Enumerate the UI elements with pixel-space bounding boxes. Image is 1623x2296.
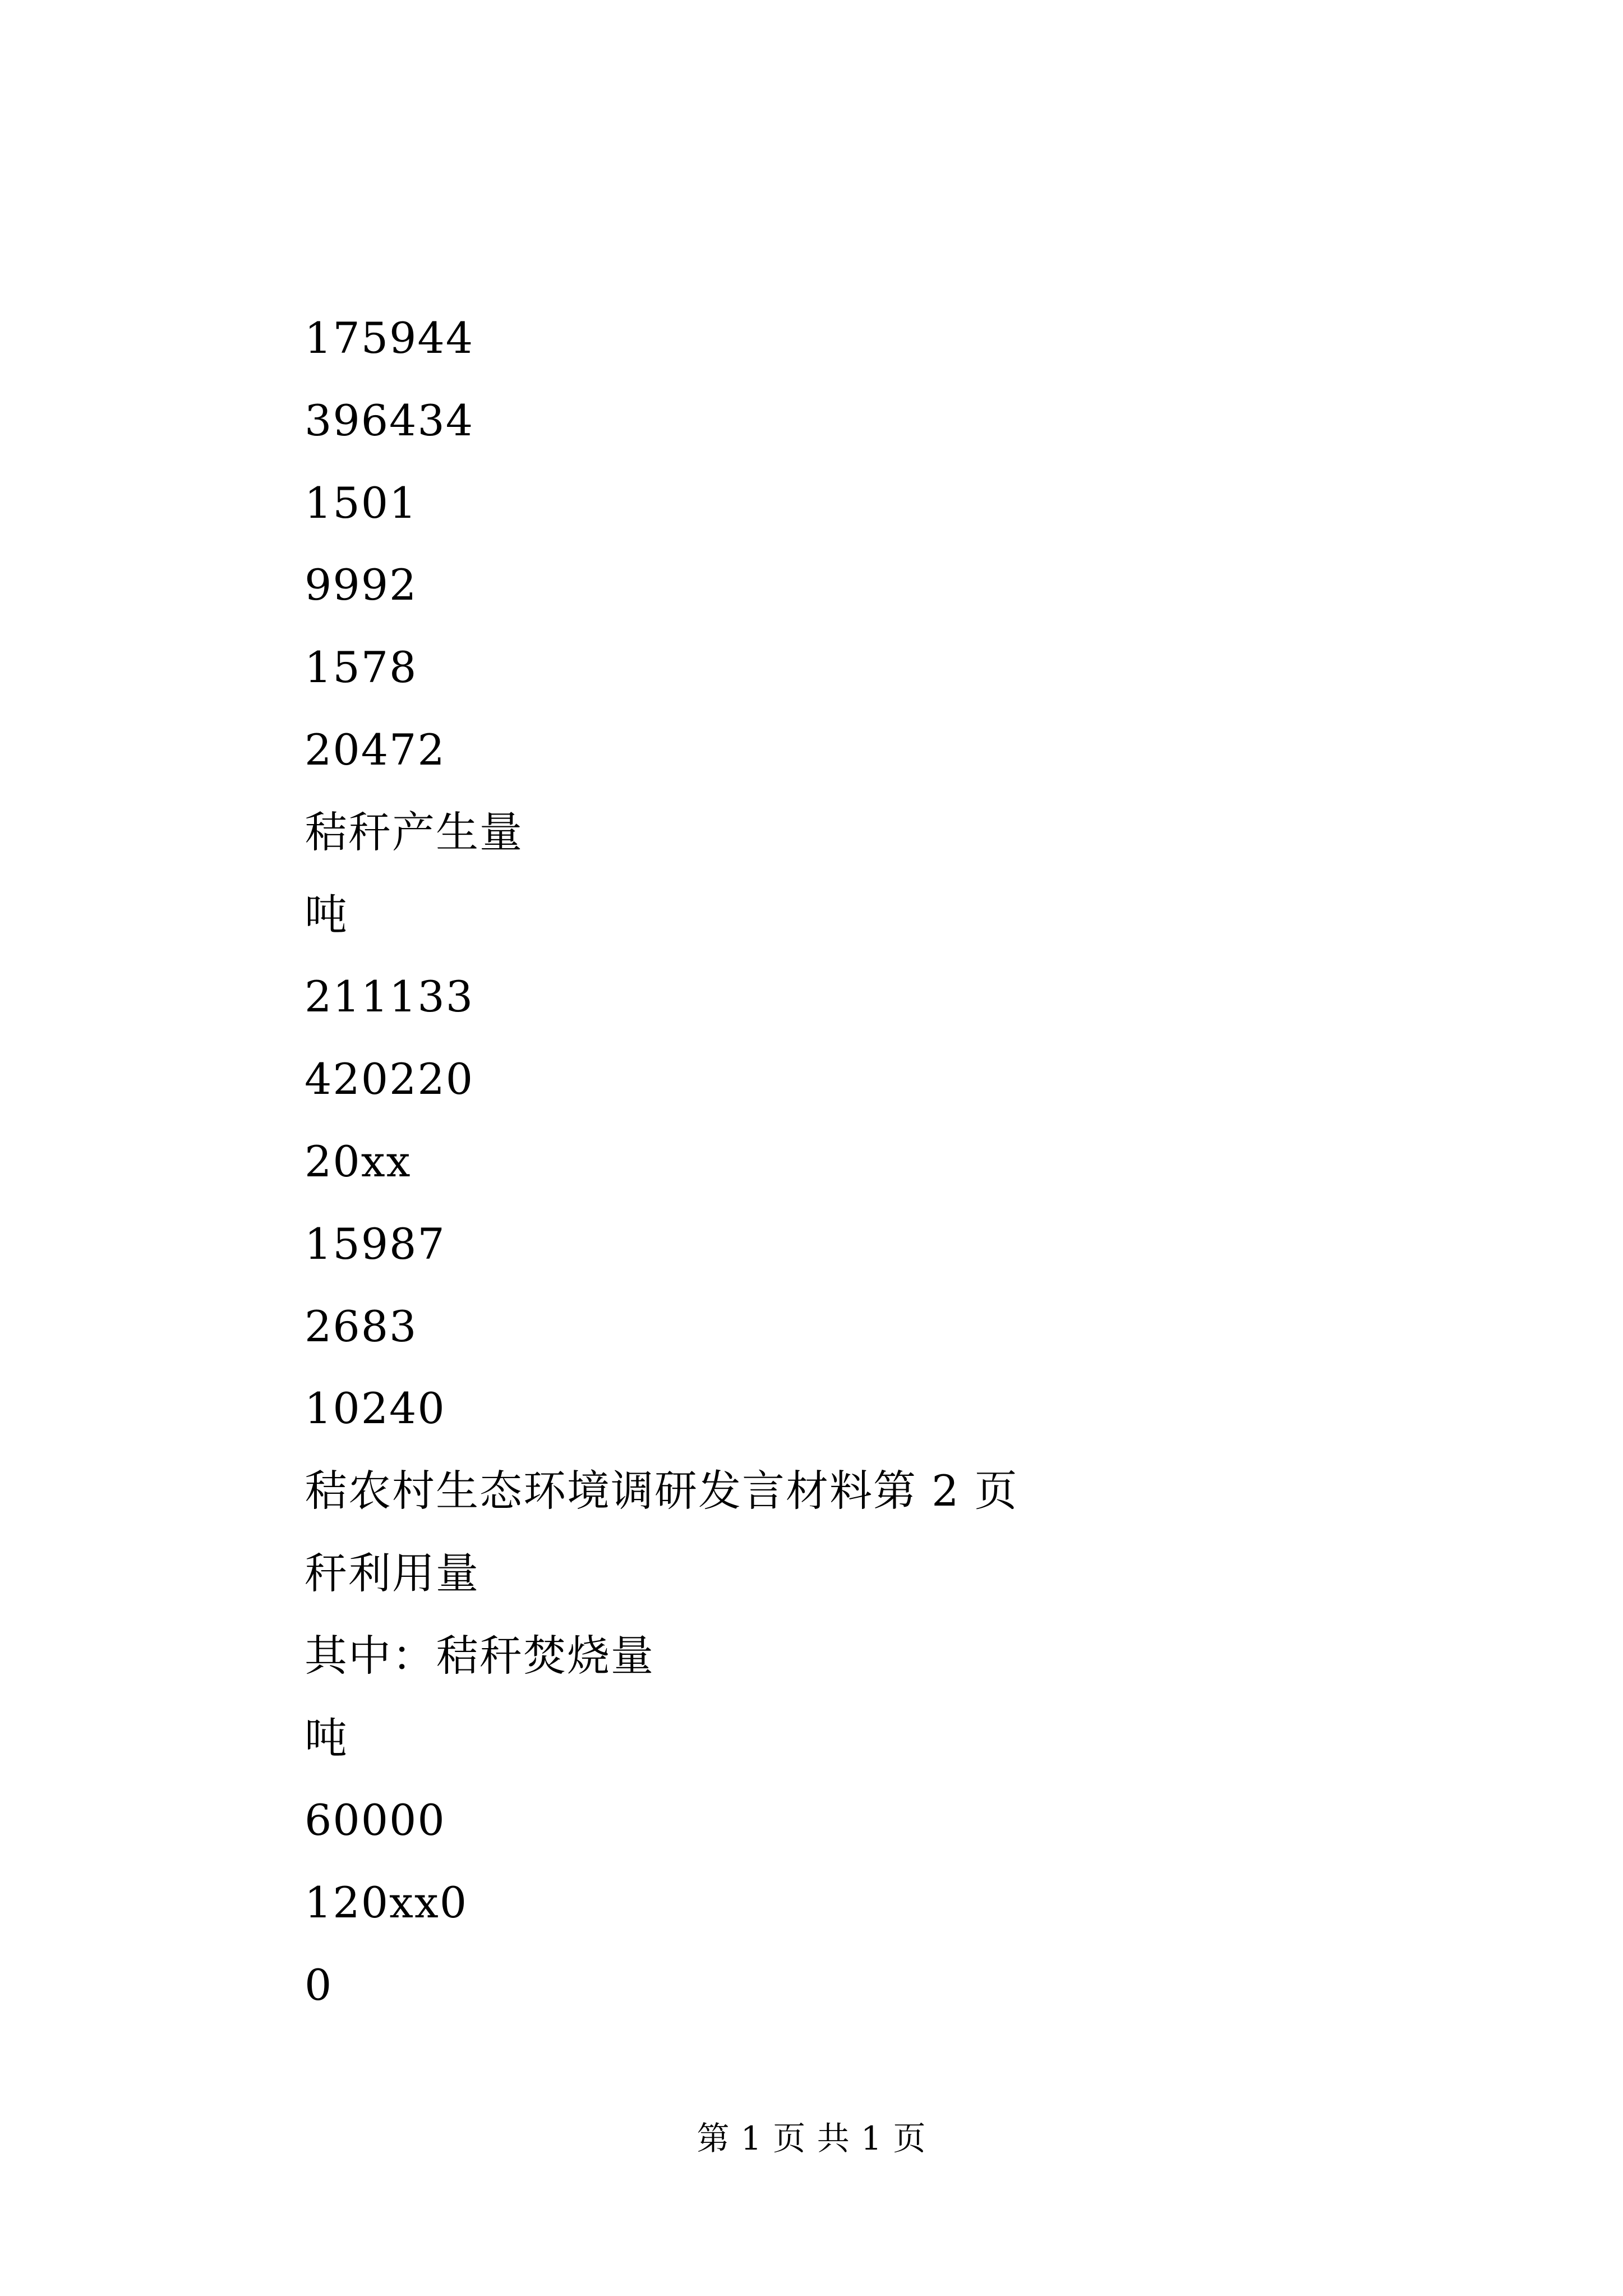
text-line: 秸农村生态环境调研发言材料第 2 页 <box>305 1466 1018 1516</box>
text-line: 其中：秸秆焚烧量 <box>305 1630 654 1681</box>
text-line: 396434 <box>305 395 474 445</box>
text-line: 175944 <box>305 313 474 363</box>
text-line: 20xx <box>305 1136 412 1186</box>
text-line: 15987 <box>305 1218 446 1269</box>
text-line: 0 <box>305 1959 333 2010</box>
text-line: 吨 <box>305 889 348 940</box>
page-footer: 第 1 页 共 1 页 <box>697 2119 926 2157</box>
text-line: 吨 <box>305 1713 348 1763</box>
text-line: 1578 <box>305 642 418 693</box>
text-line: 秆利用量 <box>305 1548 479 1598</box>
text-line: 9992 <box>305 560 418 610</box>
text-line: 120xx0 <box>305 1878 468 1928</box>
text-line: 211133 <box>305 972 474 1022</box>
text-line: 1501 <box>305 477 418 528</box>
text-line: 20472 <box>305 724 446 775</box>
text-line: 420220 <box>305 1054 474 1105</box>
text-line: 60000 <box>305 1795 446 1846</box>
text-line: 2683 <box>305 1301 418 1351</box>
text-line: 秸秆产生量 <box>305 807 523 857</box>
document-body <box>305 306 1538 2035</box>
text-line: 10240 <box>305 1383 446 1434</box>
